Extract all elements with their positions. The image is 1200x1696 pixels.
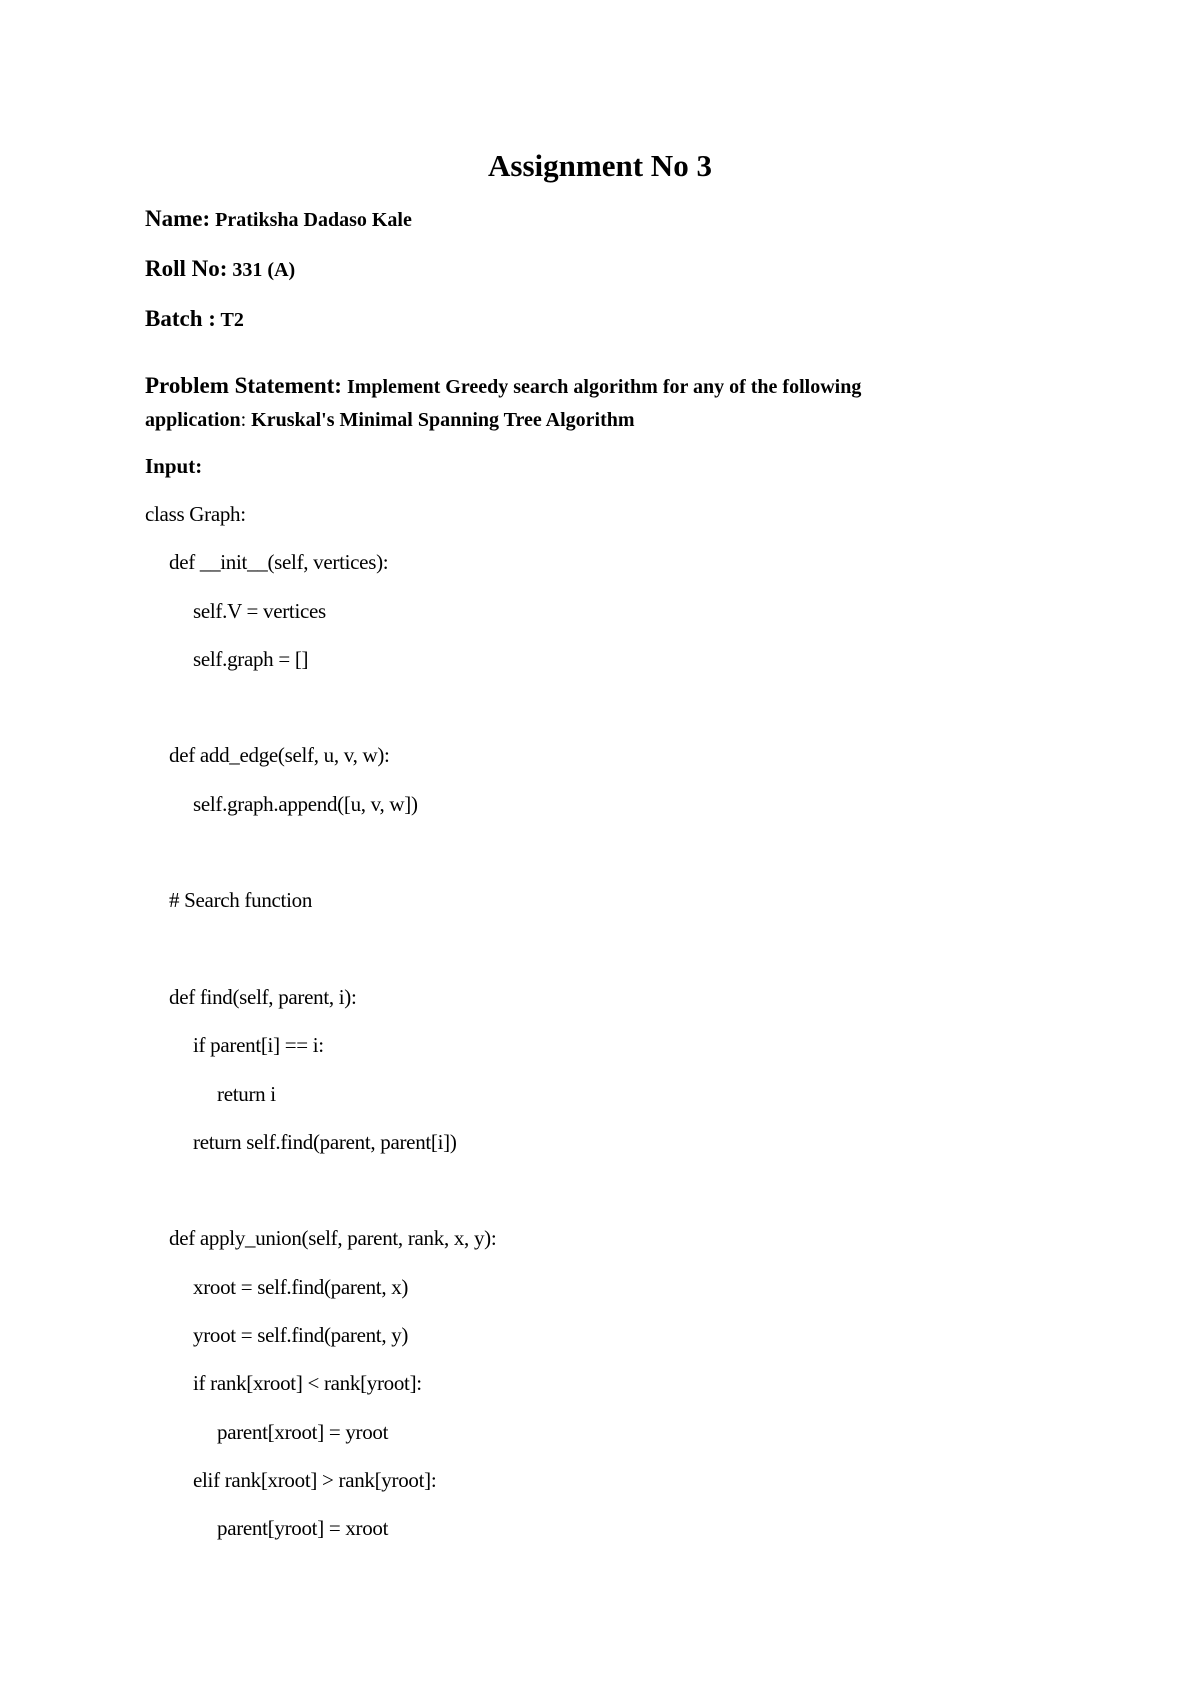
code-line: def __init__(self, vertices): xyxy=(169,550,389,575)
code-line: if rank[xroot] < rank[yroot]: xyxy=(193,1371,422,1396)
name-separator: : xyxy=(202,206,211,231)
roll-no-field xyxy=(145,255,1045,284)
code-listing xyxy=(145,500,1045,1563)
code-line: return i xyxy=(217,1081,276,1106)
batch-value: T2 xyxy=(215,309,244,331)
batch-label: Batch : xyxy=(145,306,216,331)
code-line: elif rank[xroot] > rank[yroot]: xyxy=(193,1467,437,1492)
code-line-blank xyxy=(145,693,1045,741)
code-line: self.graph = [] xyxy=(193,646,309,671)
code-line: return self.find(parent, parent[i]) xyxy=(193,1129,457,1154)
problem-application-word: application xyxy=(145,409,241,431)
problem-algorithm: Kruskal's Minimal Spanning Tree Algorithm xyxy=(251,409,635,431)
code-line: parent[xroot] = yroot xyxy=(217,1419,389,1444)
code-line-blank xyxy=(145,1176,1045,1224)
code-line: def add_edge(self, u, v, w): xyxy=(169,743,390,768)
code-comment: # Search function xyxy=(169,888,313,913)
name-label: Name xyxy=(145,206,203,231)
roll-no-label: Roll No: xyxy=(145,256,228,281)
name-value: Pratiksha Dadaso Kale xyxy=(210,209,412,231)
problem-statement-text: Implement Greedy search algorithm for any of the following xyxy=(341,376,862,398)
code-line: class Graph: xyxy=(145,502,246,526)
input-label: Input: xyxy=(145,454,203,478)
code-line: self.V = vertices xyxy=(193,598,326,623)
code-line: def find(self, parent, i): xyxy=(169,984,357,1009)
code-line: xroot = self.find(parent, x) xyxy=(193,1274,409,1299)
code-line: self.graph.append([u, v, w]) xyxy=(193,791,418,816)
page-title: Assignment No 3 xyxy=(488,148,712,183)
code-line: yroot = self.find(parent, y) xyxy=(193,1323,409,1348)
name-field xyxy=(145,205,1045,234)
code-line: def apply_union(self, parent, rank, x, y): xyxy=(169,1226,497,1251)
code-line: parent[yroot] = xroot xyxy=(217,1516,389,1541)
code-line-blank xyxy=(145,838,1045,886)
roll-no-value: 331 (A) xyxy=(227,259,296,281)
code-line: if parent[i] == i: xyxy=(193,1033,324,1058)
problem-statement-label: Problem Statement: xyxy=(145,373,342,398)
problem-statement xyxy=(145,370,1045,436)
code-line-blank xyxy=(145,935,1045,983)
batch-field xyxy=(145,305,1045,334)
problem-application-separator: : xyxy=(240,409,252,431)
